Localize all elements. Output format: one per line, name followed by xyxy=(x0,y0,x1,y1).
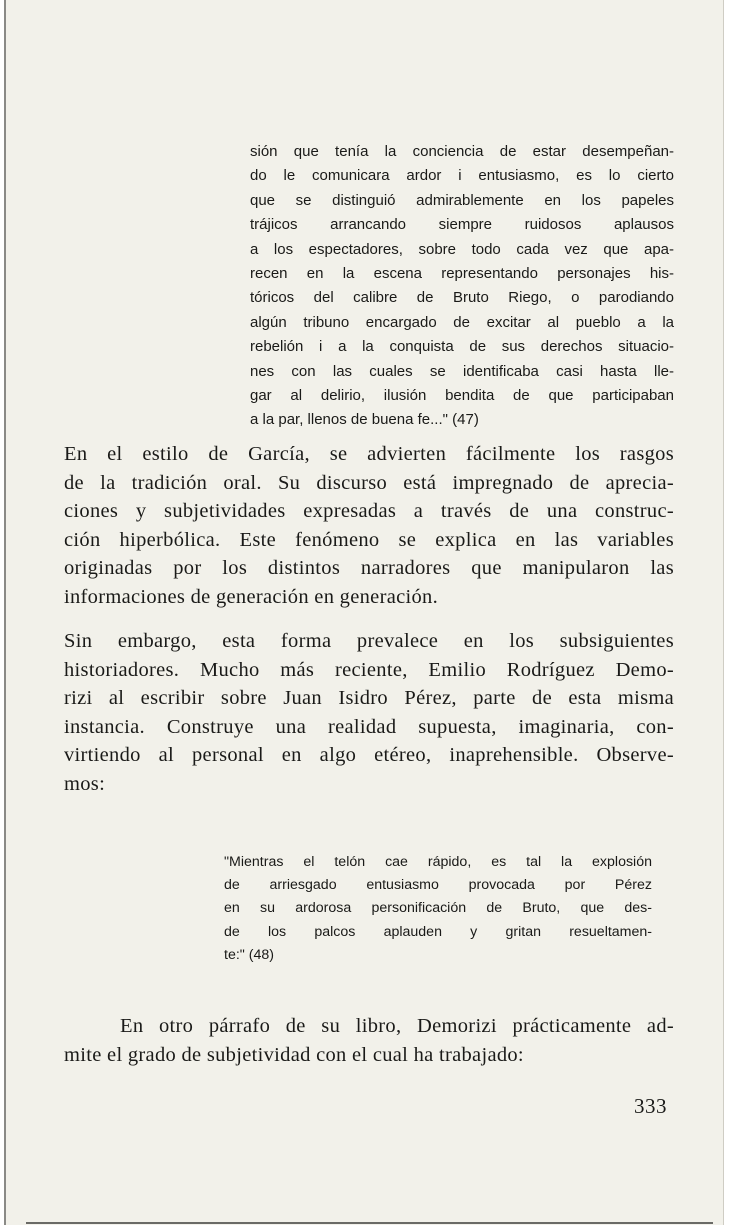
paragraph-line: instancia. Construye una realidad supuesta, imaginaria, con- xyxy=(64,715,674,738)
quote-line: en su ardorosa personificación de Bruto, que des- xyxy=(224,900,652,917)
paragraph-line: ción hiperbólica. Este fenómeno se explica en las variables xyxy=(64,528,674,551)
paragraph-line: historiadores. Mucho más reciente, Emilio Rodríguez Demo- xyxy=(64,658,674,681)
quote-line: te:" (48) xyxy=(224,946,274,963)
paragraph-demorizi-intro xyxy=(64,627,674,798)
quote-line: de arriesgado entusiasmo provocada por Pérez xyxy=(224,877,652,894)
page-bottom-edge xyxy=(26,1222,713,1224)
paragraph-line: mite el grado de subjetividad con el cual ha trabajado: xyxy=(64,1043,524,1066)
paragraph-line: informaciones de generación en generación. xyxy=(64,585,439,608)
page-number: 333 xyxy=(634,1094,667,1118)
quote-line: rebelión i a la conquista de sus derechos situacio- xyxy=(250,338,674,356)
paragraph-line: En otro párrafo de su libro, Demorizi prácticamente ad- xyxy=(120,1015,674,1037)
quote-line: nes con las cuales se identificaba casi hasta lle- xyxy=(250,362,674,380)
quote-line: recen en la escena representando personajes his- xyxy=(250,265,674,283)
book-page xyxy=(4,0,724,1225)
paragraph-line: mos: xyxy=(64,772,106,795)
block-quote-48 xyxy=(224,851,652,967)
paragraph-line: virtiendo al personal en algo etéreo, inaprehensible. Observe- xyxy=(64,744,674,766)
quote-line: tóricos del calibre de Bruto Riego, o parodiando xyxy=(250,289,674,307)
quote-line: a los espectadores, sobre todo cada vez que apa- xyxy=(250,240,674,258)
paragraph-line: En el estilo de García, se advierten fácilmente los rasgos xyxy=(64,443,674,465)
block-quote-47 xyxy=(250,140,674,433)
paragraph-line: de la tradición oral. Su discurso está impregnado de aprecia- xyxy=(64,471,674,494)
quote-line: de los palcos aplauden y gritan resueltamen- xyxy=(224,923,652,940)
quote-line: que se distinguió admirablemente en los papeles xyxy=(250,191,674,209)
quote-line: do le comunicara ardor i entusiasmo, es lo cierto xyxy=(250,167,674,185)
paragraph-line: originadas por los distintos narradores que manipularon las xyxy=(64,557,674,579)
paragraph-line: rizi al escribir sobre Juan Isidro Pérez, parte de esta misma xyxy=(64,687,674,709)
quote-line: sión que tenía la conciencia de estar desempeñan- xyxy=(250,143,674,160)
quote-line: a la par, llenos de buena fe..." (47) xyxy=(250,411,479,429)
paragraph-garcia-style xyxy=(64,440,674,611)
paragraph-line: Sin embargo, esta forma prevalece en los subsiguientes xyxy=(64,630,674,652)
quote-line: "Mientras el telón cae rápido, es tal la explosión xyxy=(224,854,652,870)
paragraph-line: ciones y subjetividades expresadas a través de una construc- xyxy=(64,500,674,522)
quote-line: trájicos arrancando siempre ruidosos aplausos xyxy=(250,216,674,234)
paragraph-demorizi-subjectivity xyxy=(64,1012,674,1069)
quote-line: algún tribuno encargado de excitar al pueblo a la xyxy=(250,313,674,331)
quote-line: gar al delirio, ilusión bendita de que participaban xyxy=(250,387,674,405)
